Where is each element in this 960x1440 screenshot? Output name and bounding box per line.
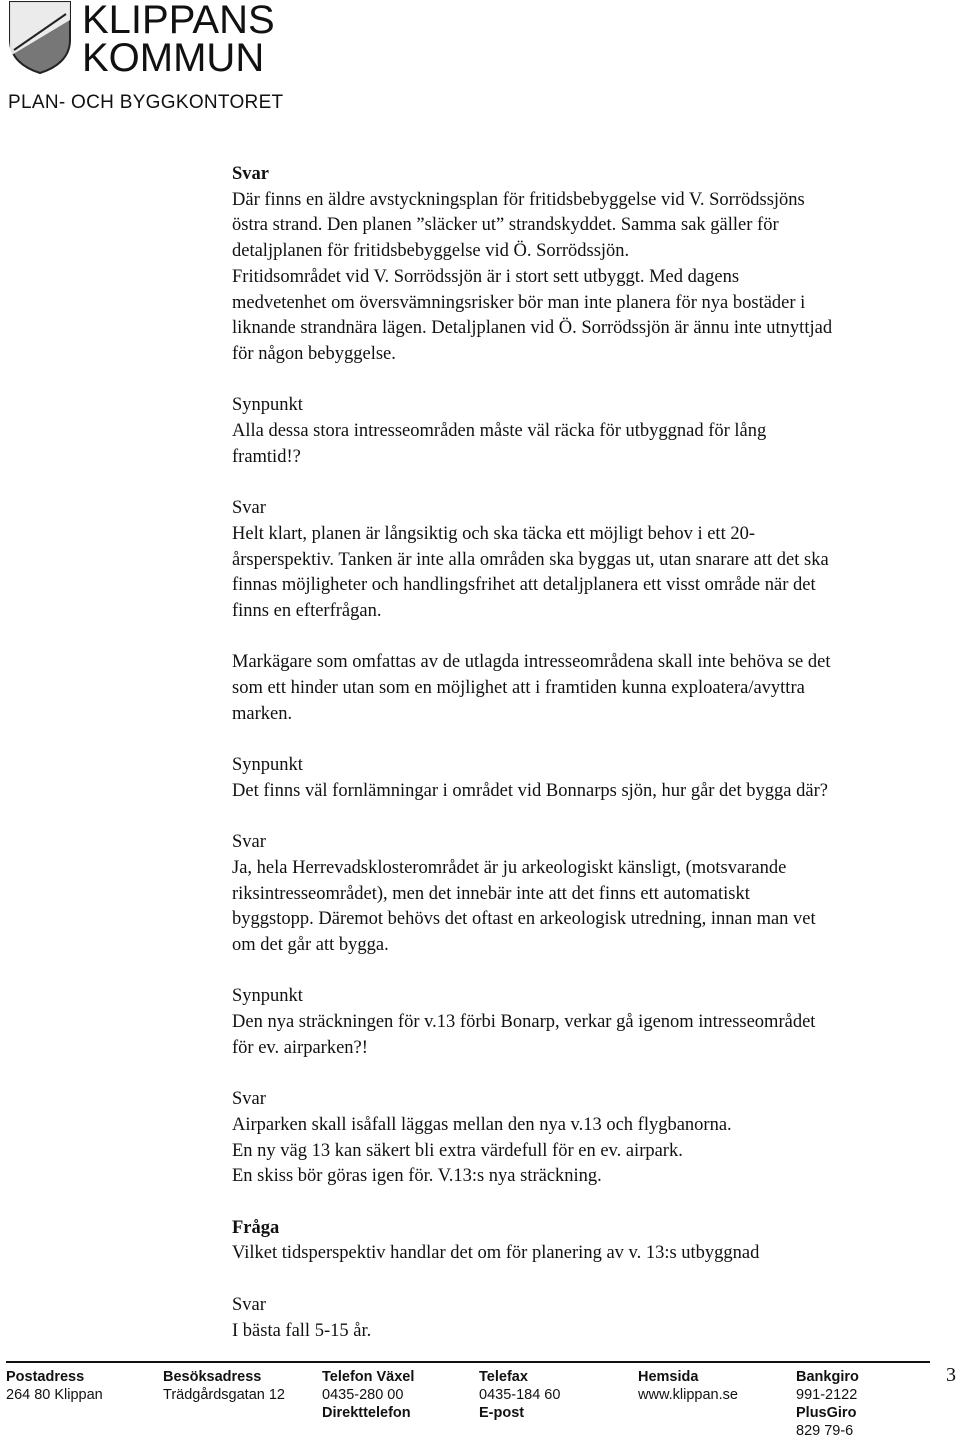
footer-value: 0435-184 60: [479, 1387, 561, 1403]
body-line: riksintresseområdet), men det innebär inte att det finns ett automatiskt: [232, 883, 750, 904]
section-svar-5: [232, 1293, 932, 1344]
section-fraga: [232, 1216, 932, 1267]
page-footer: [6, 1361, 930, 1439]
body-line: Den nya sträckningen för v.13 förbi Bonarp, verkar gå igenom intresseområdet: [232, 1012, 816, 1033]
section-synpunkt-3: [232, 984, 932, 1061]
section-markagare: [232, 650, 932, 727]
footer-value: 991-2122: [796, 1387, 858, 1403]
footer-value: Trädgårdsgatan 12: [163, 1387, 285, 1403]
section-svar-1: [232, 162, 932, 368]
section-heading: Synpunkt: [232, 755, 303, 776]
body-line: Där finns en äldre avstyckningsplan för fritidsbebyggelse vid V. Sorrödssjöns: [232, 189, 805, 210]
footer-label: E-post: [479, 1405, 525, 1421]
municipality-logo: [0, 0, 300, 120]
section-heading: Fråga: [232, 1217, 280, 1238]
footer-label: Telefax: [479, 1369, 528, 1385]
footer-col-telefon: [322, 1368, 414, 1422]
body-line: framtid!?: [232, 446, 301, 467]
body-line: som ett hinder utan som en möjlighet att i framtiden kunna exploatera/avyttra: [232, 678, 805, 699]
footer-col-telefax: [479, 1368, 560, 1422]
section-svar-4: [232, 1087, 932, 1190]
footer-label: Hemsida: [638, 1369, 699, 1385]
body-line: finnas möjligheter och handlingsfrihet att detaljplanera ett visst område när det: [232, 575, 816, 596]
page-number: 3: [946, 1364, 956, 1386]
section-svar-3: [232, 830, 932, 959]
logo-department: PLAN- OCH BYGGKONTORET: [8, 92, 284, 113]
document-body: [232, 162, 932, 1370]
footer-col-hemsida: [638, 1368, 738, 1404]
body-line: En skiss bör göras igen för. V.13:s nya sträckning.: [232, 1166, 602, 1187]
body-line: I bästa fall 5-15 år.: [232, 1320, 372, 1341]
footer-label: Direkttelefon: [322, 1405, 411, 1421]
footer-col-giro: [796, 1368, 859, 1440]
body-line: för någon bebyggelse.: [232, 343, 396, 364]
body-line: Helt klart, planen är långsiktig och ska täcka ett möjligt behov i ett 20-: [232, 523, 755, 544]
body-line: om det går att bygga.: [232, 935, 389, 956]
section-heading: Svar: [232, 164, 269, 184]
section-heading: Synpunkt: [232, 986, 303, 1007]
footer-value: 829 79-6: [796, 1423, 854, 1439]
footer-value: 264 80 Klippan: [6, 1387, 103, 1403]
section-heading: Svar: [232, 1294, 266, 1315]
body-line: Alla dessa stora intresseområden måste väl räcka för utbyggnad för lång: [232, 421, 767, 442]
body-line: Ja, hela Herrevadsklosterområdet är ju arkeologiskt känsligt, (motsvarande: [232, 857, 787, 878]
coat-of-arms-icon: [8, 0, 72, 74]
section-svar-2: [232, 496, 932, 625]
section-synpunkt-2: [232, 753, 932, 804]
body-line: östra strand. Den planen ”släcker ut” strandskyddet. Samma sak gäller för: [232, 215, 779, 236]
footer-label: Besöksadress: [163, 1369, 262, 1385]
body-line: liknande strandnära lägen. Detaljplanen vid Ö. Sorrödssjön är ännu inte utnyttjad: [232, 318, 833, 339]
body-line: Vilket tidsperspektiv handlar det om för planering av v. 13:s utbyggnad: [232, 1243, 760, 1264]
body-line: En ny väg 13 kan säkert bli extra värdefull för en ev. airpark.: [232, 1140, 683, 1161]
footer-label: Bankgiro: [796, 1369, 859, 1385]
footer-website-link[interactable]: www.klippan.se: [638, 1387, 738, 1403]
body-line: marken.: [232, 703, 293, 724]
body-line: Airparken skall isåfall läggas mellan den nya v.13 och flygbanorna.: [232, 1114, 732, 1135]
logo-wordmark-line2: KOMMUN: [82, 36, 265, 80]
body-line: Fritidsområdet vid V. Sorrödssjön är i stort sett utbyggt. Med dagens: [232, 266, 740, 287]
body-line: Markägare som omfattas av de utlagda intresseområdena skall inte behöva se det: [232, 652, 831, 673]
footer-col-besoksadress: [163, 1368, 285, 1404]
body-line: årsperspektiv. Tanken är inte alla områden ska byggas ut, utan snarare att det ska: [232, 549, 829, 570]
section-heading: Synpunkt: [232, 395, 303, 416]
body-line: för ev. airparken?!: [232, 1037, 368, 1058]
footer-label: Postadress: [6, 1369, 85, 1385]
section-heading: Svar: [232, 498, 266, 519]
body-line: detaljplanen för fritidsbebyggelse vid Ö. Sorrödssjön.: [232, 241, 630, 262]
section-heading: Svar: [232, 832, 266, 853]
body-line: medvetenhet om översvämningsrisker bör man inte planera för nya bostäder i: [232, 292, 806, 313]
body-line: finns en efterfrågan.: [232, 600, 382, 621]
section-heading: Svar: [232, 1089, 266, 1110]
footer-label: Telefon Växel: [322, 1369, 415, 1385]
footer-value: 0435-280 00: [322, 1387, 404, 1403]
body-line: Det finns väl fornlämningar i området vid Bonnarps sjön, hur går det bygga där?: [232, 780, 828, 801]
logo-wordmark-line1: KLIPPANS: [82, 0, 275, 42]
section-synpunkt-1: [232, 393, 932, 470]
body-line: byggstopp. Däremot behövs det oftast en arkeologisk utredning, innan man vet: [232, 909, 816, 930]
footer-col-postadress: [6, 1368, 103, 1404]
footer-label: PlusGiro: [796, 1405, 857, 1421]
